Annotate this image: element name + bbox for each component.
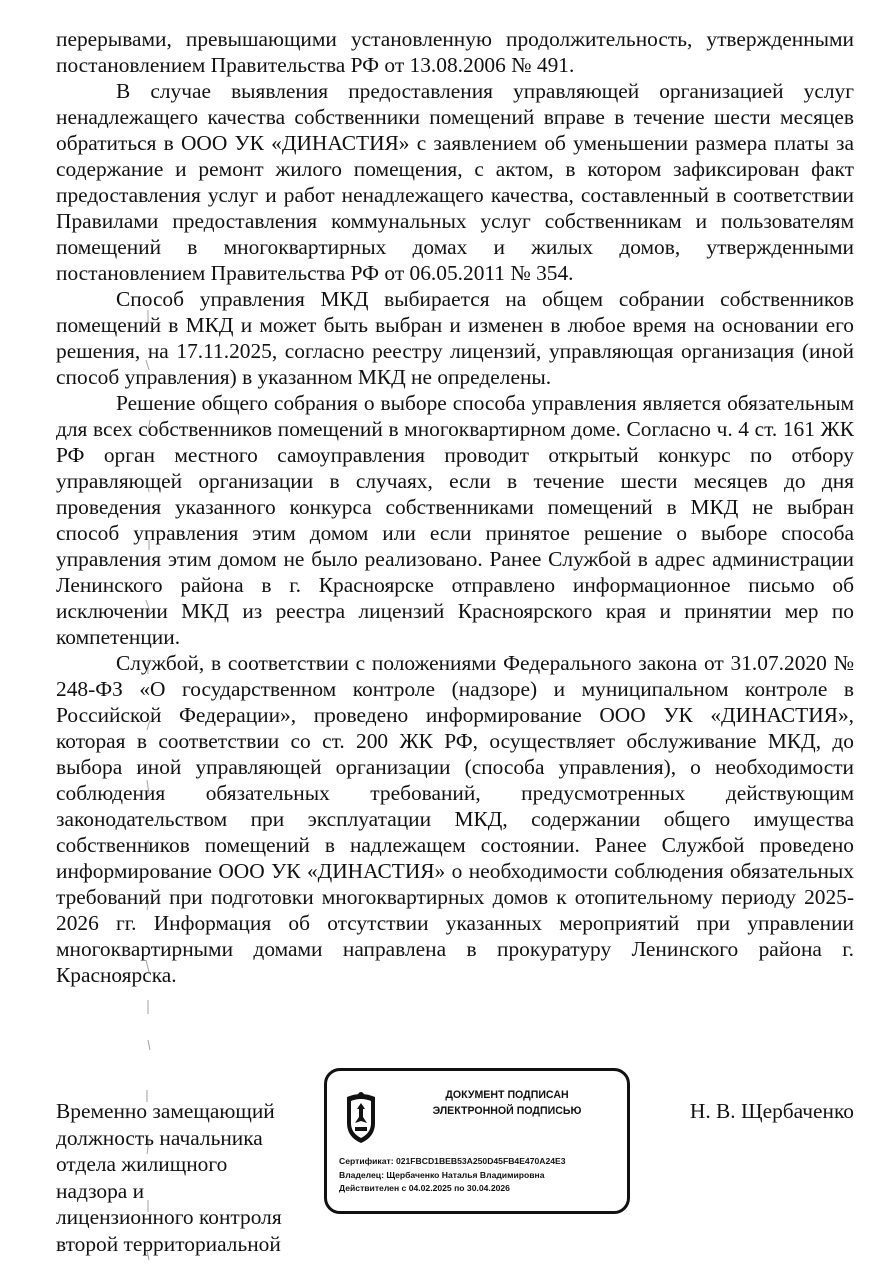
stamp-details — [339, 1155, 629, 1196]
signer-position-line: второй территориальной — [56, 1231, 281, 1256]
signer-position-line: лицензионного контроля — [56, 1205, 282, 1229]
signer-position-line: отдела жилищного — [56, 1152, 228, 1176]
paragraph-management-method: Способ управления МКД выбирается на общем собрании собственников помещений в МКД и может быть выбран и изменен в любое время на основании его решения, на 17.11.2025, согласно реестру лицензий, управляющая организация (иной способ управления) в указанном МКД не определены. — [56, 287, 854, 389]
electronic-signature-stamp — [324, 1068, 630, 1214]
signer-position-line: надзора и — [56, 1178, 145, 1203]
stamp-owner: Владелец: Щербаченко Наталья Владимировна — [339, 1169, 545, 1180]
stamp-title — [397, 1087, 617, 1119]
paragraph-quality-complaint: В случае выявления предоставления управляющей организацией услуг ненадлежащего качества собственники помещений вправе в течение шести месяцев обратиться в ООО УК «ДИНАСТИЯ» с заявлением об уменьшении размера платы за содержание и ремонт жилого помещения, с актом, в котором зафиксирован факт предоставления услуг и работ ненадлежащего качества, составленный в соответствии Правилами предоставления коммунальных услуг собственникам и пользователям помещений в многоквартирных домах и жилых домов, утвержденными постановлением Правительства РФ от 06.05.2011 № 354. — [56, 79, 854, 285]
coat-of-arms-icon — [341, 1089, 381, 1145]
document-body — [56, 26, 854, 988]
stamp-certificate: Сертификат: 021FBCD1BEB53A250D45FB4E470A24E3 — [339, 1156, 566, 1166]
paragraph-continuation: перерывами, превышающими установленную продолжительность, утвержденными постановлением Правительства РФ от 13.08.2006 № 491. — [56, 27, 854, 77]
paragraph-general-meeting: Решение общего собрания о выборе способа управления является обязательным для всех собственников помещений в многоквартирном доме. Согласно ч. 4 ст. 161 ЖК РФ орган местного самоуправления проводит открытый конкурс по отбору управляющей организации в случаях, если в течение шести месяцев до дня проведения указанного конкурса собственниками помещений в МКД не выбран способ управления этим домом или если принятое решение о выборе способа управления этим домом не было реализовано. Ранее Службой в адрес администрации Ленинского района в г. Красноярске отправлено информационное письмо об исключении МКД из реестра лицензий Красноярского края и принятии мер по компетенции. — [56, 391, 854, 649]
stamp-validity: Действителен с 04.02.2025 по 30.04.2026 — [339, 1183, 510, 1193]
signer-position — [56, 1098, 316, 1257]
signer-position-line: должность начальника — [56, 1125, 263, 1150]
signer-name: Н. В. Щербаченко — [689, 1099, 854, 1123]
stamp-title-line: ЭЛЕКТРОННОЙ ПОДПИСЬЮ — [432, 1105, 582, 1117]
paragraph-informing: Службой, в соответствии с положениями Федерального закона от 31.07.2020 № 248-ФЗ «О государственном контроле (надзоре) и муниципальном контроле в Российской Федерации», проведено информирование ООО УК «ДИНАСТИЯ», которая в соответствии со ст. 200 ЖК РФ, осуществляет обслуживание МКД, до выбора иной управляющей организации (способа управления), о необходимости соблюдения обязательных требований, предусмотренных действующим законодательством при эксплуатации МКД, содержании общего имущества собственников помещений в надлежащем состоянии. Ранее Службой проведено информирование ООО УК «ДИНАСТИЯ» о необходимости соблюдения обязательных требований при подготовки многоквартирных домов к отопительному периоду 2025-2026 гг. Информация об отсутствии указанных мероприятий при управлении многоквартирными домами направлена в прокуратуру Ленинского района г. Красноярска. — [56, 651, 854, 987]
stamp-title-line: ДОКУМЕНТ ПОДПИСАН — [445, 1089, 569, 1101]
signer-position-line: Временно замещающий — [56, 1099, 275, 1123]
